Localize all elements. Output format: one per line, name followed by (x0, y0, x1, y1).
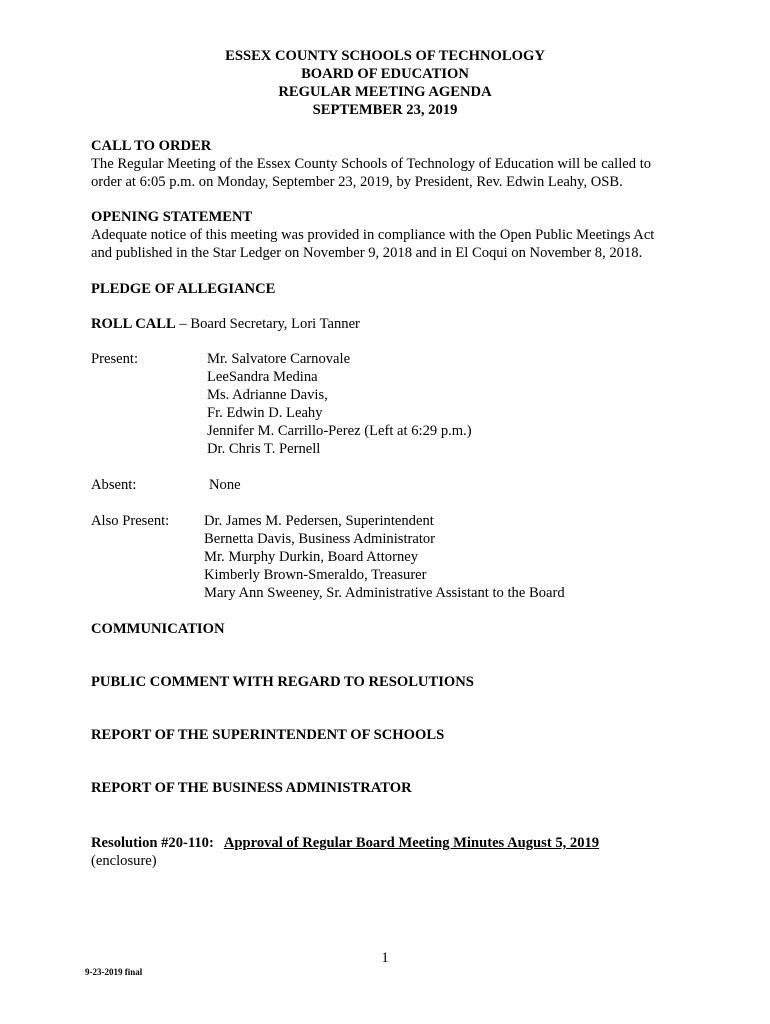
absent-label: Absent: (91, 477, 137, 493)
roll-call-secretary: – Board Secretary, Lori Tanner (175, 316, 360, 332)
opening-statement-line-1: Adequate notice of this meeting was provided in compliance with the Open Public Meetings Act (91, 227, 655, 243)
present-name: Mr. Salvatore Carnovale (207, 351, 351, 367)
communication-heading (91, 620, 691, 638)
also-present-name: Bernetta Davis, Business Administrator (204, 531, 436, 547)
call-to-order-line-1: The Regular Meeting of the Essex County Schools of Technology of Education will be called to (91, 156, 652, 172)
title-line-4: SEPTEMBER 23, 2019 (312, 102, 458, 118)
document-title (0, 47, 770, 119)
absent-value: None (209, 477, 241, 493)
present-list (207, 350, 472, 458)
also-present-list (204, 512, 565, 602)
pledge-section (91, 280, 691, 298)
present-name: Dr. Chris T. Pernell (207, 441, 321, 457)
title-line-1: ESSEX COUNTY SCHOOLS OF TECHNOLOGY (225, 48, 545, 64)
opening-statement-heading: OPENING STATEMENT (91, 209, 253, 225)
resolution-title: Approval of Regular Board Meeting Minutes August 5, 2019 (223, 835, 600, 851)
roll-call-heading: ROLL CALL (91, 316, 176, 332)
superintendent-report-heading (91, 726, 691, 744)
public-comment-heading (91, 673, 691, 691)
superintendent-report-heading-text: REPORT OF THE SUPERINTENDENT OF SCHOOLS (91, 727, 445, 743)
page-number: 1 (381, 950, 389, 966)
also-present-name: Mr. Murphy Durkin, Board Attorney (204, 549, 419, 565)
also-present-name: Dr. James M. Pedersen, Superintendent (204, 513, 434, 529)
roll-call-section (91, 315, 691, 333)
call-to-order-heading: CALL TO ORDER (91, 138, 212, 154)
present-name: Jennifer M. Carrillo-Perez (Left at 6:29 p.m.) (207, 423, 472, 439)
title-line-3: REGULAR MEETING AGENDA (278, 84, 492, 100)
present-label: Present: (91, 351, 139, 367)
pledge-heading: PLEDGE OF ALLEGIANCE (91, 281, 276, 297)
also-present-name: Mary Ann Sweeney, Sr. Administrative Assistant to the Board (204, 585, 565, 601)
footer-version: 9-23-2019 final (85, 967, 143, 977)
opening-statement-section (91, 208, 691, 262)
opening-statement-line-2: and published in the Star Ledger on November 9, 2018 and in El Coqui on November 8, 2018. (91, 245, 643, 261)
resolution-number: Resolution #20-110: (91, 835, 214, 851)
resolution-section (91, 834, 691, 870)
business-admin-report-heading (91, 779, 691, 797)
present-name: LeeSandra Medina (207, 369, 318, 385)
public-comment-heading-text: PUBLIC COMMENT WITH REGARD TO RESOLUTIONS (91, 674, 474, 690)
communication-heading-text: COMMUNICATION (91, 621, 225, 637)
business-admin-report-heading-text: REPORT OF THE BUSINESS ADMINISTRATOR (91, 780, 412, 796)
present-name: Fr. Edwin D. Leahy (207, 405, 323, 421)
call-to-order-line-2: order at 6:05 p.m. on Monday, September 23, 2019, by President, Rev. Edwin Leahy, OSB. (91, 174, 623, 190)
also-present-label: Also Present: (91, 513, 170, 529)
also-present-name: Kimberly Brown-Smeraldo, Treasurer (204, 567, 427, 583)
resolution-note: (enclosure) (91, 853, 157, 869)
present-name: Ms. Adrianne Davis, (207, 387, 328, 403)
title-line-2: BOARD OF EDUCATION (301, 66, 469, 82)
call-to-order-section (91, 137, 691, 191)
